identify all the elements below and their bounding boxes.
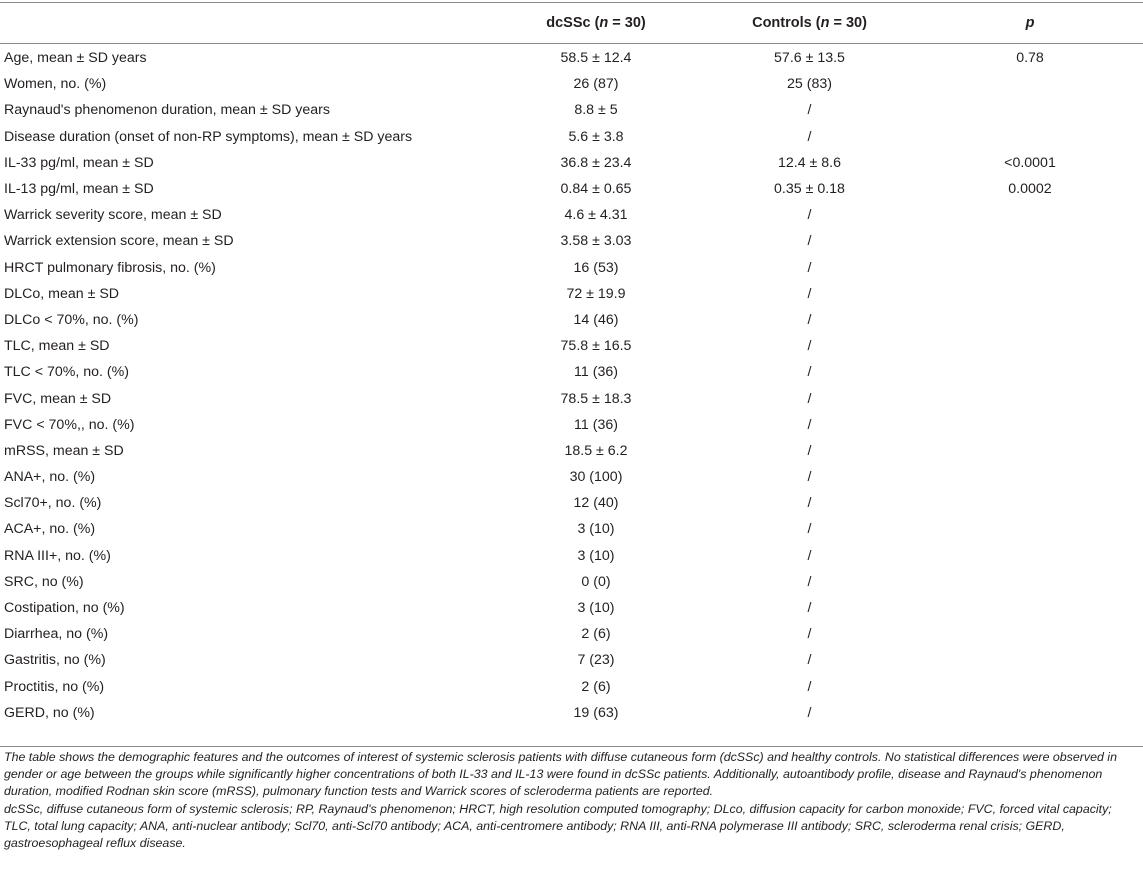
dcssc-value: 3 (10) [577,521,615,538]
controls-value: / [807,416,812,433]
controls-value: / [807,102,812,119]
table-row [0,71,1143,97]
dcssc-value: 30 (100) [569,469,623,486]
controls-value: / [807,547,812,564]
table-row [0,333,1143,359]
dcssc-value: 8.8 ± 5 [574,102,618,119]
table-row [0,543,1143,569]
p-value [917,228,1143,254]
controls-value: / [807,626,812,643]
table-row [0,176,1143,202]
header-cell-label [0,3,490,43]
p-value [917,569,1143,595]
bottom-rule [0,746,1143,747]
row-label: TLC, mean ± SD [4,338,110,355]
table-row [0,124,1143,150]
dcssc-value: 12 (40) [573,495,619,512]
row-label: RNA III+, no. (%) [4,547,111,564]
controls-value: / [807,338,812,355]
table-row [0,569,1143,595]
dcssc-value: 18.5 ± 6.2 [564,442,628,459]
table-row [0,150,1143,176]
table-row [0,228,1143,254]
dcssc-value: 72 ± 19.9 [566,285,626,302]
p-value [917,333,1143,359]
p-value: 0.78 [1016,50,1044,67]
controls-value: 25 (83) [787,76,832,93]
dcssc-value: 7 (23) [577,652,615,669]
dcssc-value: 2 (6) [581,678,611,695]
row-label: DLCo, mean ± SD [4,285,120,302]
dcssc-value: 11 (36) [574,364,618,381]
dcssc-value: 36.8 ± 23.4 [560,154,632,171]
row-label: DLCo < 70%, no. (%) [4,311,139,328]
p-value [917,490,1143,516]
controls-value: / [807,207,812,224]
dcssc-value: 11 (36) [574,416,618,433]
row-label: ANA+, no. (%) [4,469,96,486]
controls-value: / [807,128,812,145]
controls-value: / [807,259,812,276]
p-value: 0.0002 [1008,181,1052,198]
p-value [917,307,1143,333]
table-row [0,700,1143,726]
controls-value: / [807,600,812,617]
table-row [0,516,1143,542]
controls-value: / [807,652,812,669]
dcssc-value: 78.5 ± 18.3 [560,390,632,407]
header-cell-controls: Controls (n = 30) [752,15,867,31]
controls-value: / [807,678,812,695]
row-label: HRCT pulmonary fibrosis, no. (%) [4,259,216,276]
footnote-abbreviations: dcSSc, diffuse cutaneous form of systemic sclerosis; RP, Raynaud's phenomenon; HRCT, high resolution computed tomography; DLco, diffusion capacity for carbon monoxide; FVC, forced vital capacity; TLC, total lung capacity; ANA, anti-nuclear antibody; Scl70, anti-Scl70 antibody; ACA, anti-centromere antibody; RNA III, anti-RNA polymerase III antibody; SRC, scleroderma renal crisis; GERD, gastroesophageal reflux disease. [4,801,1112,851]
dcssc-value: 26 (87) [573,76,619,93]
controls-value: / [807,390,812,407]
table-row [0,490,1143,516]
p-value [917,202,1143,228]
footnote-description: The table shows the demographic features and the outcomes of interest of systemic sclerosis patients with diffuse cutaneous form (dcSSc) and healthy controls. No statistical differences were observed in gender or age between the groups while significantly higher concentrations of both IL-33 and IL-13 were found in dcSSc patients. Additionally, autoantibody profile, disease and Raynaud's phenomenon duration, modified Rodnan skin score (mRSS), pulmonary function tests and Warrick scores of scleroderma patients are reported. [4,750,1117,799]
controls-value: / [807,469,812,486]
p-value [917,385,1143,411]
p-value [917,412,1143,438]
row-label: Raynaud's phenomenon duration, mean ± SD years [4,102,330,119]
dcssc-value: 0.84 ± 0.65 [560,181,632,198]
p-value [917,674,1143,700]
header-cell-dcssc: dcSSc (n = 30) [546,15,646,31]
p-value [917,464,1143,490]
controls-value: 12.4 ± 8.6 [777,154,841,171]
table-row [0,464,1143,490]
row-label: TLC < 70%, no. (%) [4,364,129,381]
row-label: SRC, no (%) [4,573,84,590]
p-value [917,71,1143,97]
controls-value: / [807,495,812,512]
p-value [917,97,1143,123]
row-label: FVC, mean ± SD [4,390,112,407]
row-label: ACA+, no. (%) [4,521,96,538]
table-row [0,385,1143,411]
dcssc-value: 16 (53) [573,259,619,276]
row-label: Costipation, no (%) [4,600,125,617]
characteristics-table [0,3,1143,726]
dcssc-value: 5.6 ± 3.8 [568,128,624,145]
p-value [917,516,1143,542]
row-label: Warrick extension score, mean ± SD [4,233,234,250]
p-value [917,647,1143,673]
p-value [917,359,1143,385]
table-row [0,647,1143,673]
table-row [0,359,1143,385]
dcssc-value: 0 (0) [581,573,611,590]
row-label: Age, mean ± SD years [4,50,147,67]
table-row [0,674,1143,700]
controls-value: / [807,311,812,328]
row-label: Warrick severity score, mean ± SD [4,207,222,224]
table-row [0,202,1143,228]
row-label: IL-33 pg/ml, mean ± SD [4,154,154,171]
table-row [0,438,1143,464]
p-value [917,700,1143,726]
controls-value: / [807,573,812,590]
table-row [0,255,1143,281]
p-value [917,255,1143,281]
dcssc-value: 14 (46) [573,311,619,328]
row-label: Proctitis, no (%) [4,678,105,695]
controls-value: / [807,364,812,381]
row-label: Women, no. (%) [4,76,107,93]
dcssc-value: 75.8 ± 16.5 [560,338,632,355]
dcssc-value: 3 (10) [577,547,615,564]
p-value [917,621,1143,647]
table-row [0,595,1143,621]
p-value [917,543,1143,569]
controls-value: / [807,442,812,459]
table-row [0,307,1143,333]
controls-value: / [807,704,812,721]
dcssc-value: 4.6 ± 4.31 [564,207,628,224]
p-value [917,438,1143,464]
dcssc-value: 3 (10) [577,600,615,617]
p-value: <0.0001 [1004,154,1056,171]
row-label: GERD, no (%) [4,704,95,721]
dcssc-value: 2 (6) [581,626,611,643]
dcssc-value: 19 (63) [573,704,619,721]
table-footnotes [4,749,1140,852]
table-row [0,412,1143,438]
dcssc-value: 3.58 ± 3.03 [560,233,632,250]
row-label: mRSS, mean ± SD [4,442,124,459]
row-label: IL-13 pg/ml, mean ± SD [4,181,154,198]
p-value [917,281,1143,307]
dcssc-value: 58.5 ± 12.4 [560,50,632,67]
controls-value: / [807,521,812,538]
p-value [917,595,1143,621]
controls-value: / [807,285,812,302]
table-row [0,281,1143,307]
table-header-row [0,3,1143,43]
table-row [0,621,1143,647]
row-label: Diarrhea, no (%) [4,626,109,643]
row-label: Scl70+, no. (%) [4,495,102,512]
controls-value: 0.35 ± 0.18 [774,181,845,198]
table-row [0,97,1143,123]
row-label: Disease duration (onset of non-RP symptoms), mean ± SD years [4,128,413,145]
controls-value: / [807,233,812,250]
controls-value: 57.6 ± 13.5 [774,50,845,67]
table-row [0,43,1143,71]
row-label: FVC < 70%,, no. (%) [4,416,135,433]
header-cell-p-value: p [1025,15,1035,31]
p-value [917,124,1143,150]
row-label: Gastritis, no (%) [4,652,106,669]
